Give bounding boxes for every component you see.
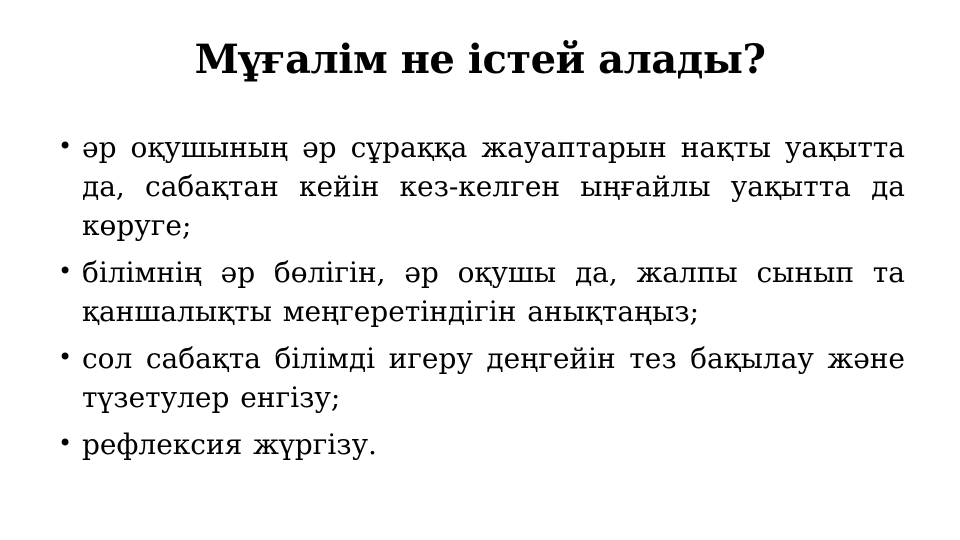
bullet-item [58,253,905,331]
bullet-icon: • [58,429,73,457]
bullet-text: сол сабақта білімді игеру деңгейін тез бақылау және түзетулер енгізу; [82,342,905,414]
bullet-text: білімнің әр бөлігін, әр оқушы да, жалпы сынып та қаншалықты меңгеретіндігін анықтаңыз; [82,256,905,328]
bullet-text: рефлексия жүргізу. [82,428,377,461]
bullet-icon: • [58,132,73,160]
slide-title: Мұғалім не істей алады? [194,36,766,83]
bullet-icon: • [58,343,73,371]
bullet-icon: • [58,257,73,285]
bullet-text: әр оқушының әр сұраққа жауаптарын нақты уақытта да, сабақтан кейін кез-келген ыңғайлы уақытта да көруге; [82,131,905,242]
bullet-list [58,128,905,472]
bullet-item [58,339,905,417]
bullet-item [58,425,905,464]
bullet-item [58,128,905,245]
